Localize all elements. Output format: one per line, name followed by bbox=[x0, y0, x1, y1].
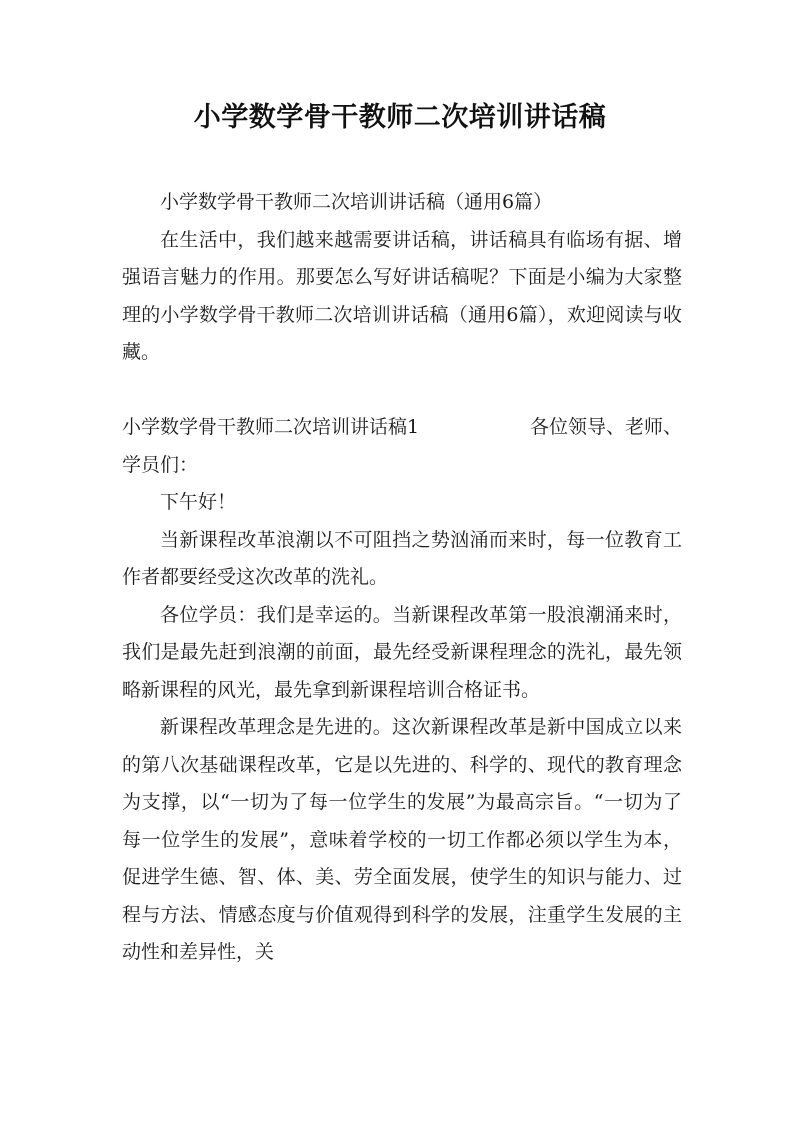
body-paragraph-2: 各位学员：我们是幸运的。当新课程改革第一股浪潮涌来时，我们是最先赶到浪潮的前面，最先经受新课程理念的洗礼，最先领略新课程的风光，最先拿到新课程培训合格证书。 bbox=[122, 603, 682, 701]
document-body bbox=[122, 184, 682, 972]
salutation: 下午好！ bbox=[160, 491, 237, 513]
document-subtitle: 小学数学骨干教师二次培训讲话稿（通用6篇） bbox=[160, 191, 553, 213]
body-paragraph-1: 当新课程改革浪潮以不可阻挡之势汹涌而来时，每一位教育工作者都要经受这次改革的洗礼。 bbox=[122, 528, 682, 588]
document-title: 小学数学骨干教师二次培训讲话稿 bbox=[193, 102, 607, 133]
section-heading-line bbox=[122, 409, 682, 447]
body-paragraph-3: 新课程改革理念是先进的。这次新课程改革是新中国成立以来的第八次基础课程改革，它是以先进的、科学的、现代的教育理念为支撑，以“一切为了每一位学生的发展”为最高宗旨。“一切为了每一位学生的发展”，意味着学校的一切工作都必须以学生为本，促进学生德、智、体、美、劳全面发展，使学生的知识与能力、过程与方法、情感态度与价值观得到科学的发展，注重学生发展的主动性和差异性，关 bbox=[122, 716, 682, 963]
section-title: 小学数学骨干教师二次培训讲话稿1 bbox=[122, 416, 420, 438]
intro-paragraph: 在生活中，我们越来越需要讲话稿，讲话稿具有临场有据、增强语言魅力的作用。那要怎么写好讲话稿呢？下面是小编为大家整理的小学数学骨干教师二次培训讲话稿（通用6篇），欢迎阅读与收藏。 bbox=[122, 228, 682, 363]
paragraph-gap bbox=[122, 372, 682, 410]
greeting-line-start: 各位领导、老师、 bbox=[529, 416, 682, 438]
greeting-line-rest: 学员们： bbox=[122, 453, 199, 476]
